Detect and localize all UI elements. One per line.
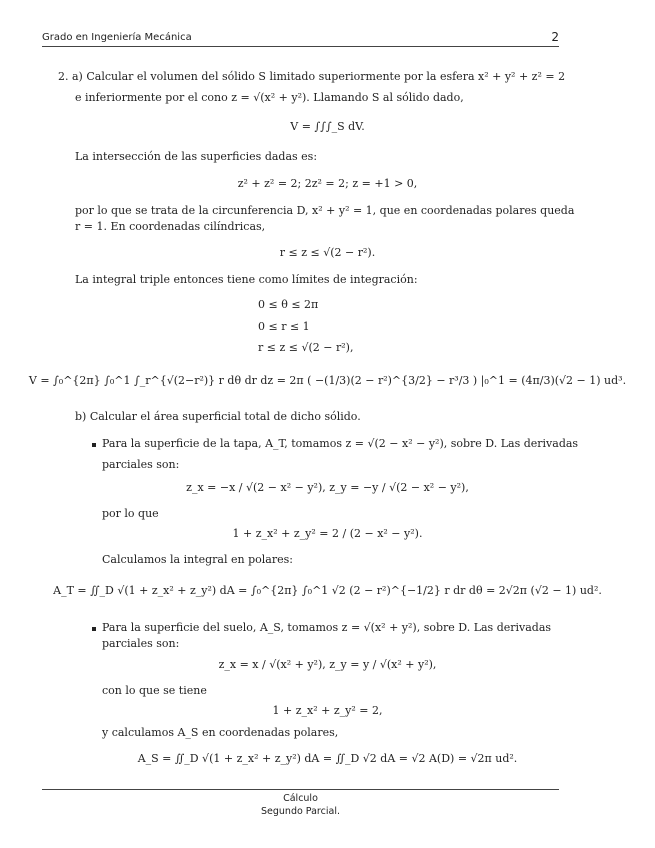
equation-partials-bottom: z_x = x / √(x² + y²), z_y = y / √(x² + y²), [218,658,437,671]
equation-gradient-top: 1 + z_x² + z_y² = 2 / (2 − x² − y²). [232,527,423,540]
problem-statement-a-line2: e inferiormente por el cono z = √(x² + y²). Llamando S al sólido dado, [75,91,464,104]
problem-statement-b: b) Calcular el área superficial total de dicho sólido. [75,410,361,423]
paragraph-limits: La integral triple entonces tiene como límites de integración: [75,273,418,286]
footer-exam: Segundo Parcial. [261,806,340,817]
bullet-bottom-line2: parciales son: [102,637,180,650]
equation-gradient-bottom: 1 + z_x² + z_y² = 2, [272,704,383,717]
header-title: Grado en Ingeniería Mecánica [42,32,192,43]
page-footer [42,789,559,818]
limit-theta: 0 ≤ θ ≤ 2π [258,298,319,311]
equation-area-bottom: A_S = ∬_D √(1 + z_x² + z_y²) dA = ∬_D √2 dA = √2 A(D) = √2π ud². [137,752,518,765]
page-number: 2 [551,30,559,44]
page-header [42,30,559,47]
equation-volume-result: V = ∫₀^{2π} ∫₀^1 ∫_r^{√(2−r²)} r dθ dr dz = 2π ( −(1/3)(2 − r²)^{3/2} − r³/3 ) |₀^1 = (4π/3)(√2 − 1) ud³. [28,374,627,387]
footer-course: Cálculo [283,793,318,804]
problem-statement-a-line1: 2. a) Calcular el volumen del sólido S limitado superiormente por la esfera x² + y² + z² = 2 [58,70,566,83]
paragraph-intersection: La intersección de las superficies dadas es: [75,150,318,163]
paragraph-circle-line1: por lo que se trata de la circunferencia D, x² + y² = 1, que en coordenadas polares queda [75,204,575,217]
equation-partials-top: z_x = −x / √(2 − x² − y²), z_y = −y / √(2 − x² − y²), [186,481,469,494]
limit-r: 0 ≤ r ≤ 1 [258,320,310,333]
equation-intersection: z² + z² = 2; 2z² = 2; z = +1 > 0, [237,177,418,190]
bullet-bottom [92,627,96,631]
bullet-top-line4: Calculamos la integral en polares: [102,553,293,566]
limit-z: r ≤ z ≤ √(2 − r²), [258,341,354,354]
bullet-bottom-line3: con lo que se tiene [102,684,207,697]
equation-z-bounds: r ≤ z ≤ √(2 − r²). [279,246,376,259]
bullet-top-line3: por lo que [102,507,159,520]
bullet-bottom-line4: y calculamos A_S en coordenadas polares, [102,726,339,739]
equation-area-top: A_T = ∬_D √(1 + z_x² + z_y²) dA = ∫₀^{2π} ∫₀^1 √2 (2 − r²)^{−1/2} r dr dθ = 2√2π (√2 − 1) ud². [53,584,602,597]
bullet-top [92,443,96,447]
paragraph-circle-line2: r = 1. En coordenadas cilíndricas, [75,220,266,233]
bullet-top-line1: Para la superficie de la tapa, A_T, tomamos z = √(2 − x² − y²), sobre D. Las derivadas [102,437,579,450]
bullet-top-line2: parciales son: [102,458,180,471]
equation-volume: V = ∫∫∫_S dV. [290,120,365,133]
bullet-bottom-line1: Para la superficie del suelo, A_S, tomamos z = √(x² + y²), sobre D. Las derivadas [102,621,552,634]
